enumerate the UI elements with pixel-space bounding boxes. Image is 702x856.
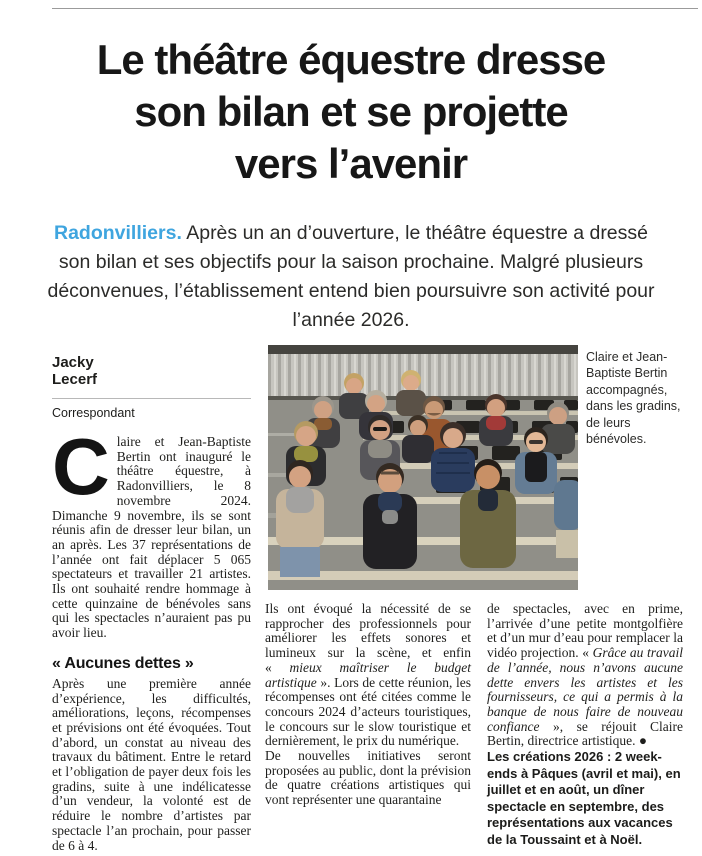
corrugated-wall [268,354,578,397]
bleachers-group-photo [268,345,578,590]
creations-2026-endnote: Les créations 2026 : 2 week-ends à Pâques (avril et mai), en juillet et en août, un dîner spectacle en septembre, des représentations aux vacances de la Toussaint et à Noël. [487,749,681,847]
paragraph-3-quote: mieux maîtriser le budget artistique [265,659,472,690]
drop-cap: C [52,422,110,511]
headline-line-3: vers l’avenir [234,140,468,187]
byline-last-name: Lecerf [52,371,98,388]
section-subhead: « Aucunes dettes » [52,654,194,672]
byline-name [52,354,251,388]
paragraph-1-text: laire et Jean-Baptiste Bertin ont inauguré le théâtre équestre, à Radonvilliers, le 8 novembre 2024. Dimanche 9 novembre, ils se sont réunis afin de dresser leur bilan, un an après. Les 37 représentations de l’année ont fait déplacer 5 065 spectateurs et travailler 21 artistes. Ils ont souhaité rendre hommage à cette quinzaine de bénévoles sans qui les spectacles n’auraient pas pu avoir lieu. [52,434,251,641]
byline-first-name: Jacky [52,354,94,371]
paragraph-5-text: de spectacles, avec en prime, l’arrivée d’une petite montgolfière et d’un mur d’eau pour remplacer la vidéo projection. « [487,601,683,661]
article-photo [268,345,578,590]
byline-rule [52,398,251,399]
headline-line-1: Le théâtre équestre dresse [96,36,606,83]
article-paragraph-3 [265,602,471,749]
byline-role: Correspondant [52,406,135,420]
headline-line-2: son bilan et se projette [134,88,568,135]
paragraph-3-text: Ils ont évoqué la nécessité de se rapprocher des professionnels pour améliorer les effets sonores et lumineux sur la scène, et enfin « [265,601,471,675]
paragraph-5-text-end: », se réjouit Claire Bertin, directrice artistique. [487,718,683,749]
standfirst-text: Après un an d’ouverture, le théâtre équestre a dressé son bilan et ses objectifs pour la saison prochaine. Malgré plusieurs déconvenues, l’établissement entend bien poursuivre son activité pour l’année 2026. [47,222,655,331]
photo-caption: Claire et Jean-Baptiste Bertin accompagnés, dans les gradins, de leurs bénévoles. [586,350,681,447]
right-column [487,602,683,848]
standfirst-location: Radonvilliers. [54,222,182,244]
article-paragraph-1 [52,422,251,641]
middle-column [265,602,471,808]
paragraph-3-text-end: ». Lors de cette réunion, les récompenses ont été citées comme le concours 2024 d’acteurs touristiques, le concours sur le slow touristique et dernièrement, le prix du numérique. [265,674,471,749]
standfirst [41,219,661,335]
left-column [52,354,251,853]
article-paragraph-2: Après une première année d’expérience, les difficultés, améliorations, leçons, récompenses et prévisions ont été évoquées. Tout d’abord, un constat au niveau des travaux du bâtiment. Entre le retard et l’obligation de payer deux fois les gradins, suite à une indélicatesse d’un vendeur, la volonté est de réduire le nombre d’artistes par spectacle l’an prochain, pour passer de 6 à 4. [52,675,251,853]
article-end-mark: ● [638,733,647,749]
article-paragraph-4: De nouvelles initiatives seront proposées au public, dont la prévision de quatre créations artistiques qui vont représenter une quarantaine [265,748,471,808]
article-headline [26,34,676,190]
article-paragraph-5 [487,602,683,749]
top-rule [52,8,698,9]
paragraph-5-quote: Grâce au travail de l’année, nous n’avons aucune dette envers les artistes et les fournisseurs, ce qui a permis à la banque de nous faire de nouveau confiance [487,645,683,734]
